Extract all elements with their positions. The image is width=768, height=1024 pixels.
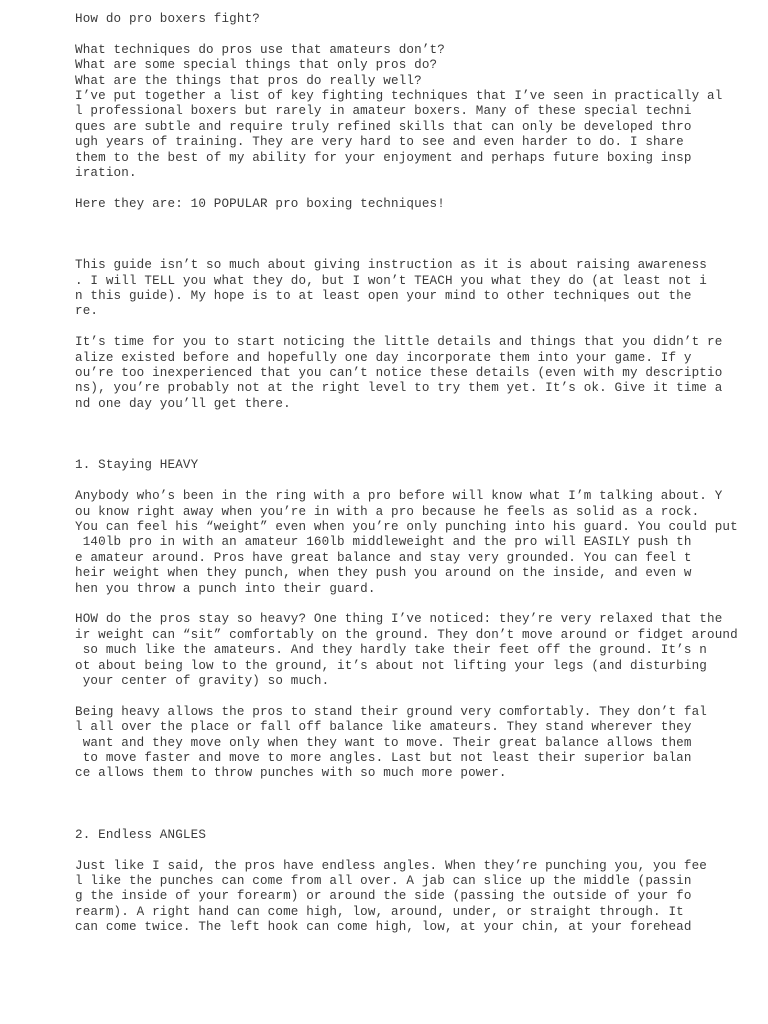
section-2-heading: 2. Endless ANGLES — [75, 827, 207, 842]
section-1-paragraph-2: HOW do the pros stay so heavy? One thing I’ve noticed: they’re very relaxed that the ir weight can “sit” comfortably on the ground. They don’t move around or fidget around so much like the amateurs. And they hardly take their feet off the ground. It’s n ot about being low to the ground, it’s about not lifting your legs (and disturbing your center of gravity) so much. — [75, 612, 738, 688]
time-note-paragraph: It’s time for you to start noticing the little details and things that you didn’t re alize existed before and hopefully one day incorporate them into your game. If y ou’re too inexperienced that you can’t notice these details (even with my descriptio ns), you’re probably not at the right level to try them yet. It’s ok. Give it time a nd one day you’ll get there. — [75, 335, 723, 411]
document-page — [75, 12, 738, 936]
section-1-paragraph-1: Anybody who’s been in the ring with a pro before will know what I’m talking about. Y ou know right away when you’re in with a pro because he feels as solid as a rock. You can feel his “weight” even when you’re only punching into his guard. You could put 140lb pro in with an amateur 160lb middleweight and the pro will EASILY push th e amateur around. Pros have great balance and stay very grounded. You can feel t heir weight when they punch, when they push you around on the inside, and even w hen you throw a punch into their guard. — [75, 489, 738, 596]
intro-paragraph: I’ve put together a list of key fighting techniques that I’ve seen in practically al l professional boxers but rarely in amateur boxers. Many of these special techni ques are subtle and require truly refined skills that can only be developed thro ugh years of training. They are very hard to see and even harder to do. I share them to the best of my ability for your enjoyment and perhaps future boxing insp iration. — [75, 89, 723, 181]
section-1-paragraph-3: Being heavy allows the pros to stand their ground very comfortably. They don’t fal l all over the place or fall off balance like amateurs. They stand wherever they want and they move only when they want to move. Their great balance allows them to move faster and move to more angles. Last but not least their superior balan ce allows them to throw punches with so much more power. — [75, 704, 708, 781]
document-title: How do pro boxers fight? — [75, 12, 260, 26]
section-1-heading: 1. Staying HEAVY — [75, 458, 199, 473]
guide-note-paragraph: This guide isn’t so much about giving instruction as it is about raising awareness . I will TELL you what they do, but I won’t TEACH you what they do (at least not i n this guide). My hope is to at least open your mind to other techniques out the re. — [75, 258, 708, 319]
techniques-intro-line: Here they are: 10 POPULAR pro boxing techniques! — [75, 196, 445, 211]
question-list: What techniques do pros use that amateurs don’t? What are some special things that only pros do? What are the things that pros do really well? — [75, 42, 445, 88]
section-2-paragraph-1: Just like I said, the pros have endless angles. When they’re punching you, you fee l like the punches can come from all over. A jab can slice up the middle (passin g the inside of your forearm) or around the side (passing the outside of your fo rearm). A right hand can come high, low, around, under, or straight through. It can come twice. The left hook can come high, low, at your chin, at your forehead — [75, 858, 708, 935]
